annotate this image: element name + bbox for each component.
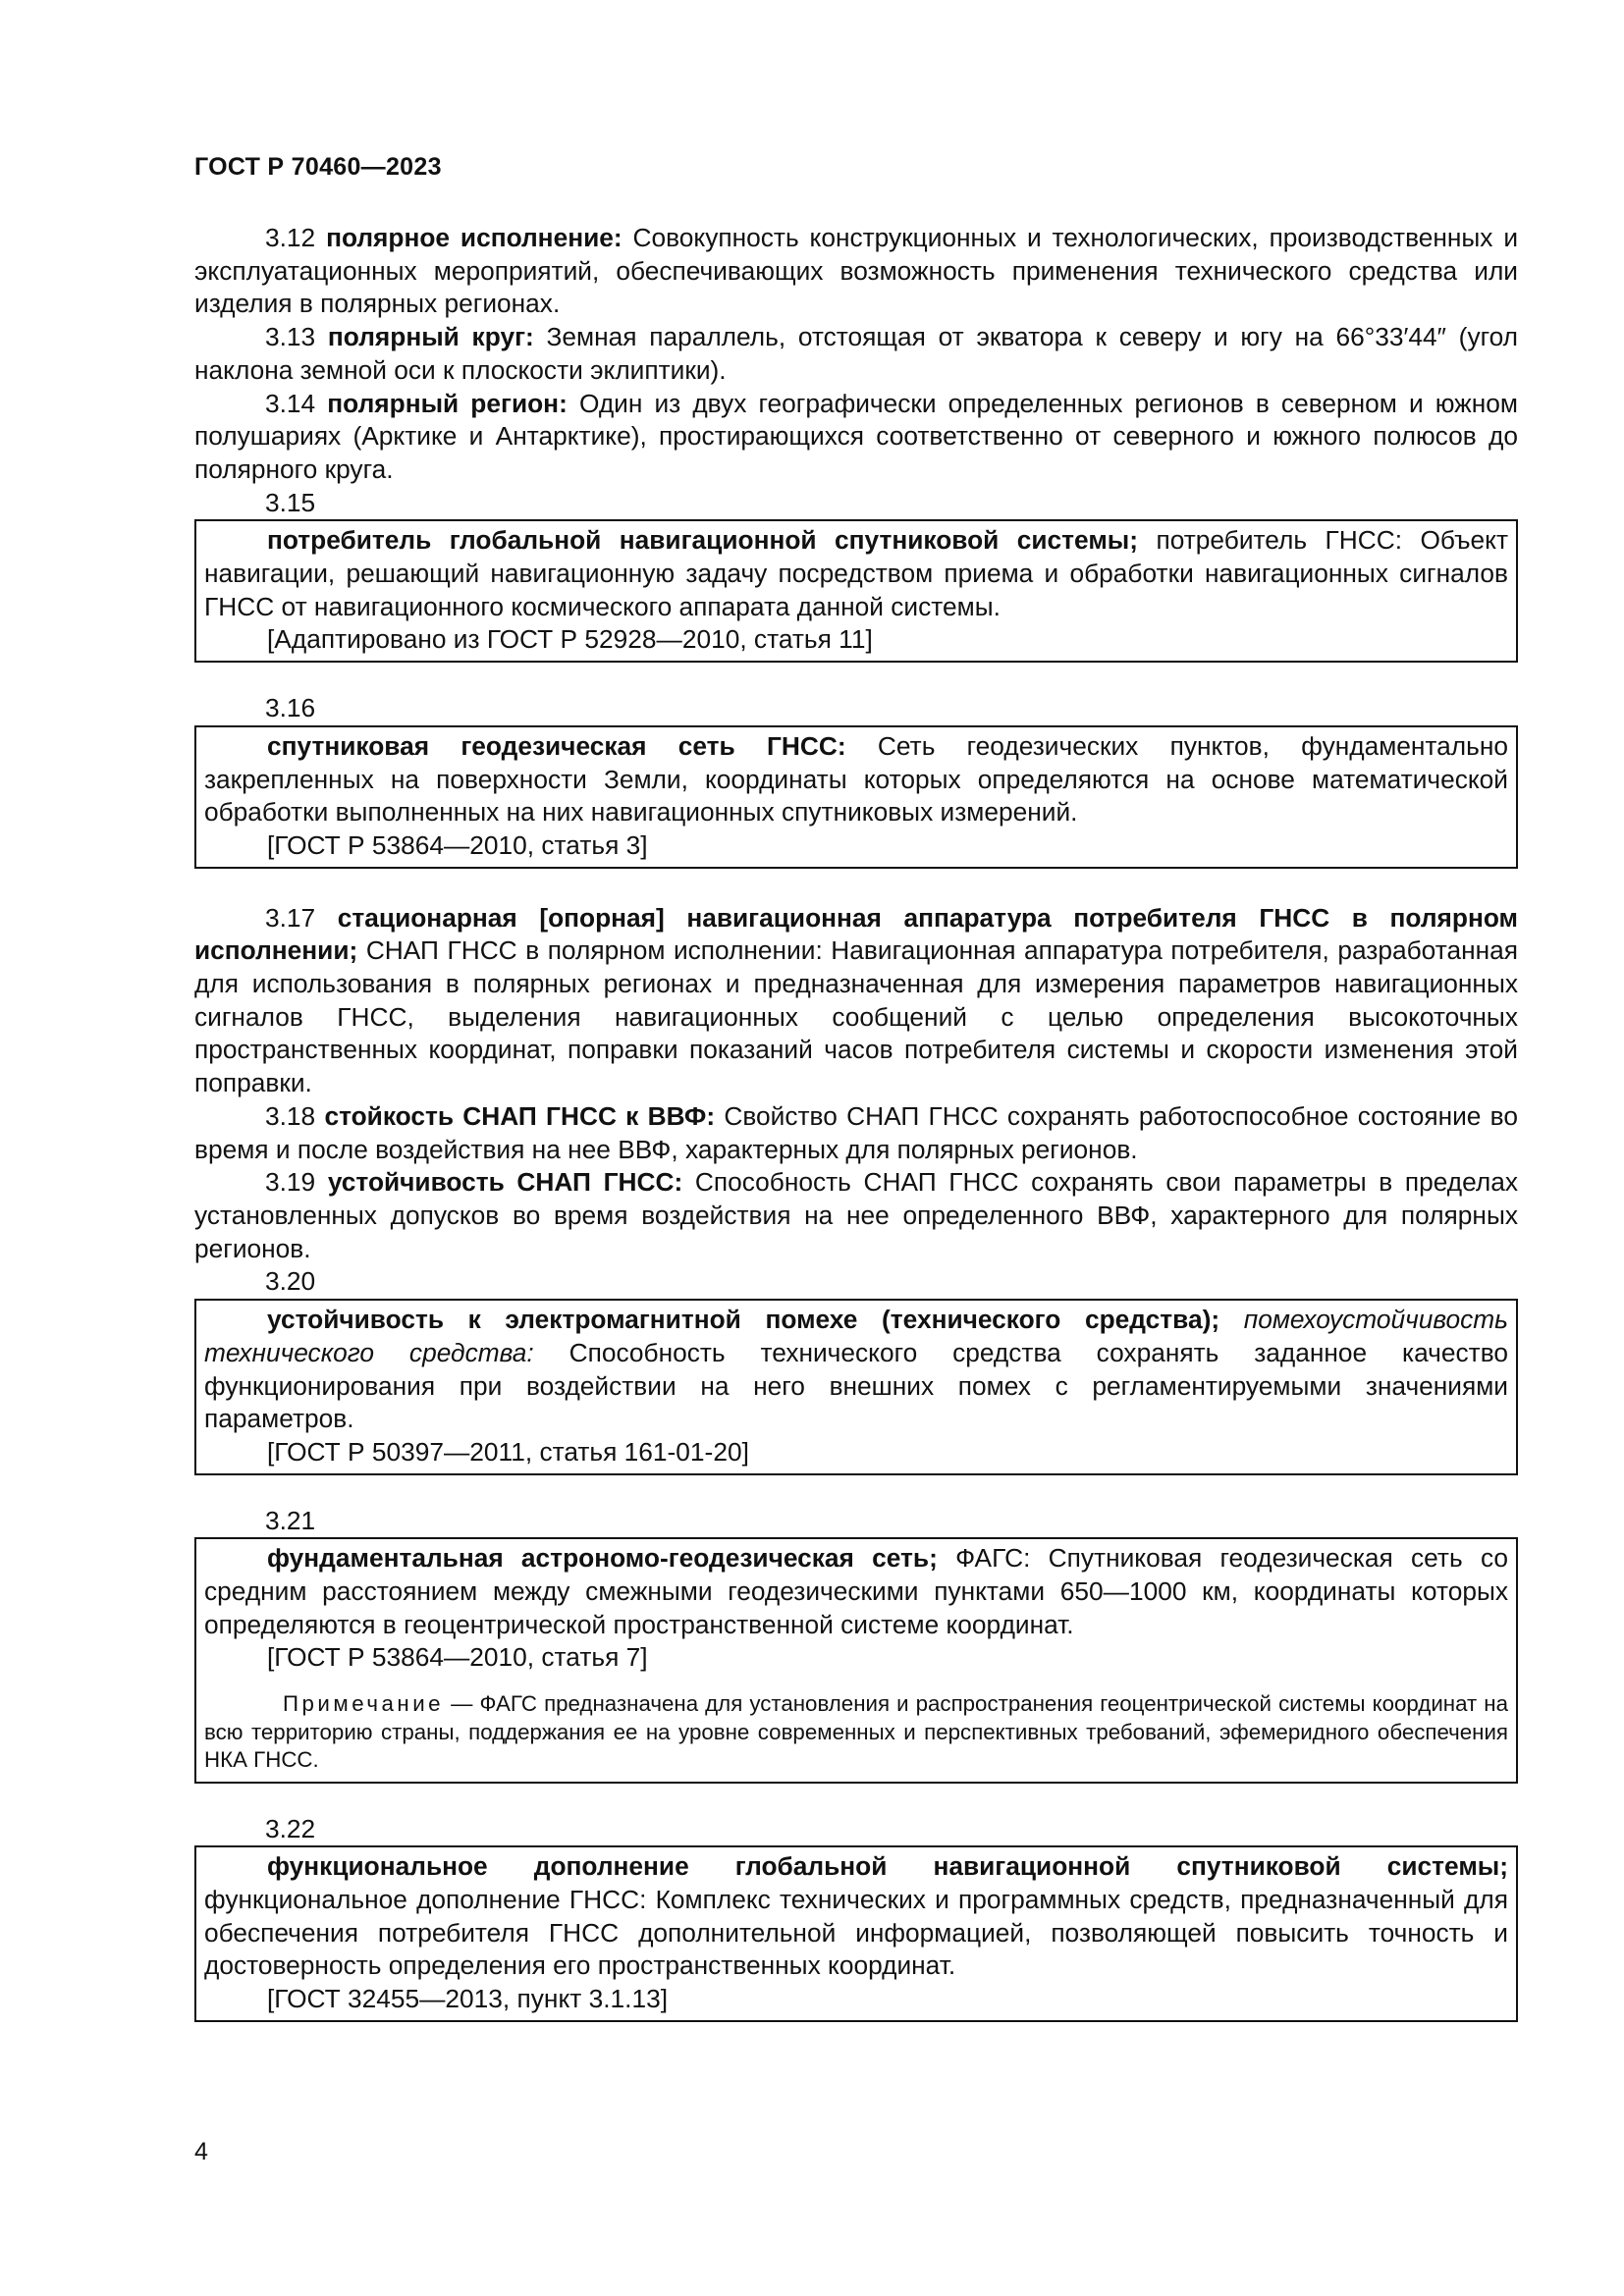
- entry-source: [ГОСТ 32455—2013, пункт 3.1.13]: [267, 1984, 669, 2014]
- page-number: 4: [194, 2138, 208, 2165]
- entry-text: Земная параллель, отстоящая от экватора к северу и югу на 66°33′44″ (угол наклона земной оси к плоскости эклиптики).: [194, 322, 1518, 385]
- entry-3-13: [194, 321, 1518, 387]
- note-label: Примечание: [283, 1691, 445, 1717]
- entry-number: 3.13: [265, 322, 316, 352]
- entry-3-19: [194, 1166, 1518, 1265]
- entry-text: Сеть геодезических пунктов, фундаментально закрепленных на поверхности Земли, координаты которых определяются на основе математической обработки выполненных на них навигационных спутниковых измерений.: [204, 730, 1508, 828]
- entry-number: 3.18: [265, 1100, 316, 1131]
- entry-text: потребитель ГНСС: Объект навигации, решающий навигационную задачу посредством приема и обработки навигационных сигналов ГНСС от навигационного космического аппарата данной системы.: [204, 525, 1509, 621]
- entry-term: потребитель глобальной навигационной спутниковой системы;: [267, 525, 1139, 556]
- entry-term: полярный круг:: [327, 322, 534, 352]
- entry-3-14: [194, 388, 1518, 487]
- entry-term: спутниковая геодезическая сеть ГНСС:: [267, 730, 846, 761]
- entry-text: Способность технического средства сохранять заданное качество функционирования при воздействии на него внешних помех с регламентируемыми значениями параметров.: [204, 1337, 1508, 1434]
- entry-number-3-20: 3.20: [265, 1266, 316, 1297]
- entry-number: 3.19: [265, 1167, 316, 1198]
- entry-term: полярный регион:: [327, 388, 568, 418]
- entry-term: фундаментальная астрономо-геодезическая сеть;: [267, 1543, 938, 1574]
- entry-source: [ГОСТ Р 53864—2010, статья 3]: [267, 829, 648, 860]
- entry-term: полярное исполнение:: [326, 223, 623, 252]
- entry-number: 3.17: [265, 902, 316, 933]
- entry-text: ФАГС: Спутниковая геодезическая сеть со средним расстоянием между смежными геодезическими пунктами 650—1000 км, координаты которых определяются в геоцентрической пространственной системе координат.: [204, 1543, 1509, 1639]
- entry-3-17: [194, 902, 1518, 1100]
- entry-text: Совокупность конструкционных и технологических, производственных и эксплуатационных мероприятий, обеспечивающих возможность применения технического средства или изделия в полярных регионах.: [194, 223, 1519, 319]
- entry-number-3-21: 3.21: [265, 1505, 316, 1535]
- entry-definition: [204, 730, 1508, 829]
- boxed-entry-3-21: [194, 1537, 1518, 1783]
- boxed-entry-3-15: [194, 519, 1518, 663]
- entry-text: Свойство СНАП ГНСС сохранять работоспособное состояние во время и после воздействия на нее ВВФ, характерных для полярных регионов.: [194, 1100, 1518, 1164]
- entry-source: [ГОСТ Р 50397—2011, статья 161-01-20]: [267, 1436, 749, 1467]
- entry-number: 3.12: [265, 223, 316, 252]
- entry-synonym: помехоустойчивость технического средства:: [204, 1305, 1508, 1367]
- boxed-entry-3-20: [194, 1299, 1518, 1475]
- entry-source: [Адаптировано из ГОСТ Р 52928—2010, статья 11]: [267, 624, 873, 655]
- entry-text: СНАП ГНСС в полярном исполнении: Навигационная аппаратура потребителя, разработанная для использования в полярных регионах и предназначенная для измерения параметров навигационных сигналов ГНСС, выделения навигационных сообщений с целью определения высокоточных пространственных координат, поправки показаний часов потребителя системы и скорости изменения этой поправки.: [194, 935, 1518, 1098]
- definitions-section: [194, 222, 1518, 2022]
- entry-definition: [204, 524, 1508, 623]
- entry-definition: [204, 1304, 1508, 1436]
- entry-text: Способность СНАП ГНСС сохранять свои параметры в пределах установленных допусков во время воздействия на нее определенного ВВФ, характерного для полярных регионов.: [194, 1167, 1518, 1263]
- entry-definition: [204, 1850, 1508, 1983]
- note-text: — ФАГС предназначена для установления и распространения геоцентрической системы координат на всю территорию страны, поддержания ее на уровне современных и перспективных требований, эфемеридного обеспечения НКА ГНСС.: [204, 1691, 1508, 1773]
- entry-3-18: [194, 1100, 1518, 1166]
- entry-number: 3.14: [265, 388, 316, 418]
- entry-3-12: [194, 222, 1518, 321]
- entry-text: функциональное дополнение ГНСС: Комплекс технических и программных средств, предназначенный для обеспечения потребителя ГНСС дополнительной информацией, позволяющей повысить точность и достоверность определения его пространственных координат.: [204, 1885, 1508, 1981]
- entry-text: Один из двух географически определенных регионов в северном и южном полушариях (Арктике и Антарктике), простирающихся соответственно от северного и южного полюсов до полярного круга.: [194, 388, 1518, 484]
- entry-note: [204, 1690, 1508, 1775]
- entry-term: стойкость СНАП ГНСС к ВВФ:: [324, 1100, 716, 1131]
- entry-number-3-16: 3.16: [265, 693, 316, 723]
- entry-number-3-15: 3.15: [265, 487, 316, 517]
- entry-term: устойчивость СНАП ГНСС:: [327, 1167, 683, 1198]
- entry-term: устойчивость к электромагнитной помехе (технического средства);: [267, 1305, 1220, 1335]
- entry-term: стационарная [опорная] навигационная аппаратура потребителя ГНСС в полярном исполнении;: [194, 902, 1518, 966]
- entry-source: [ГОСТ Р 53864—2010, статья 7]: [267, 1642, 648, 1673]
- entry-number-3-22: 3.22: [265, 1813, 316, 1843]
- document-header: ГОСТ Р 70460—2023: [194, 153, 442, 181]
- entry-definition: [204, 1542, 1508, 1641]
- entry-term: функциональное дополнение глобальной навигационной спутниковой системы;: [267, 1851, 1508, 1882]
- boxed-entry-3-22: [194, 1845, 1518, 2022]
- boxed-entry-3-16: [194, 725, 1518, 869]
